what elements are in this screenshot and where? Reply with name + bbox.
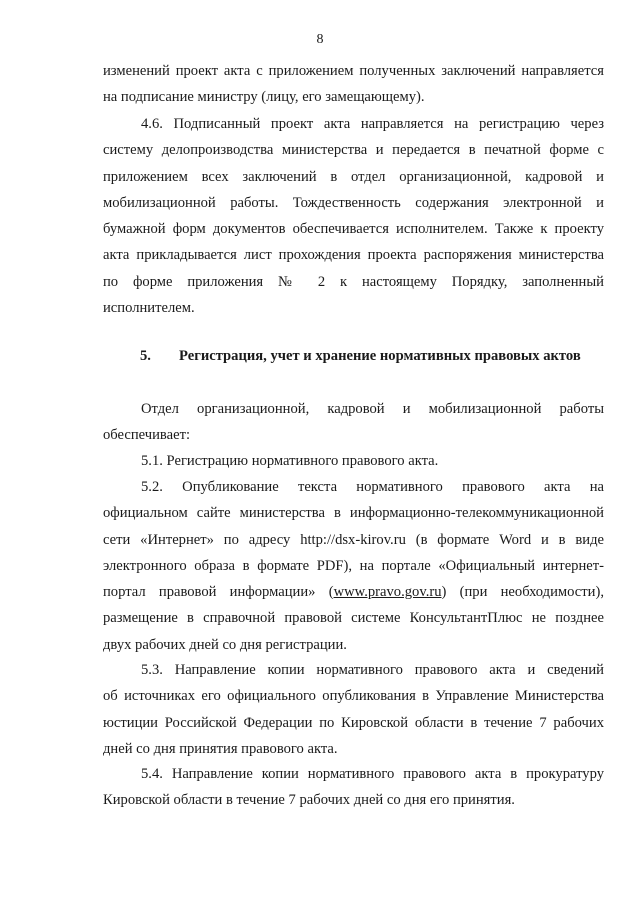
text-line: исполнителем. <box>103 300 195 317</box>
text-line: изменений проект акта с приложением полученных заключений направляется <box>103 63 604 79</box>
section-title: Регистрация, учет и хранение нормативных правовых актов <box>179 348 581 364</box>
text-line: по форме приложения № 2 к настоящему Порядку, заполненный <box>103 273 604 290</box>
paragraph-4-6 <box>103 111 604 321</box>
section-heading <box>140 345 581 367</box>
text-line: на подписание министру (лицу, его замещающему). <box>103 89 425 106</box>
text-line: мобилизационной работы. Тождественность содержания электронной и <box>103 194 604 211</box>
text-line: приложением всех заключений в отдел организационной, кадровой и <box>103 168 604 185</box>
text-line: 5.1. Регистрацию нормативного правового акта. <box>141 453 439 469</box>
text-line: электронного образа в формате PDF), на портале «Официальный интернет- <box>103 557 604 574</box>
text-line: Кировской области в течение 7 рабочих дней со дня его принятия. <box>103 792 515 809</box>
text-line: бумажной форм документов обеспечивается исполнителем. Также к проекту <box>103 221 604 238</box>
section-number: 5. <box>140 348 151 364</box>
paragraph-intro <box>103 396 604 449</box>
text-line: дней со дня принятия правового акта. <box>103 740 338 757</box>
paragraph-5-3 <box>103 657 604 762</box>
page-number: 8 <box>316 32 324 47</box>
text-line: акта прикладывается лист прохождения проекта распоряжения министерства <box>103 247 604 264</box>
text-line: обеспечивает: <box>103 427 191 444</box>
text-line: двух рабочих дней со дня регистрации. <box>103 636 347 653</box>
text-line: размещение в справочной правовой системе КонсультантПлюс не позднее <box>103 610 604 627</box>
text-line: систему делопроизводства министерства и передается в печатной форме с <box>103 142 604 159</box>
text-line: 4.6. Подписанный проект акта направляется на регистрацию через <box>141 116 604 132</box>
text-line: юстиции Российской Федерации по Кировской области в течение 7 рабочих <box>103 714 604 731</box>
text-line: 5.4. Направление копии нормативного правового акта в прокуратуру <box>141 766 604 782</box>
text-line <box>103 579 604 605</box>
pravo-link[interactable]: www.pravo.gov.ru <box>333 584 442 601</box>
text-line: 5.2. Опубликование текста нормативного правового акта на <box>141 479 604 495</box>
text-line: об источниках его официального опубликования в Управление Министерства <box>103 688 604 705</box>
text-line: Отдел организационной, кадровой и мобилизационной работы <box>141 401 604 417</box>
paragraph-5-1 <box>103 448 604 474</box>
text-fragment: портал правовой информации» ( <box>103 584 334 601</box>
text-fragment: ) (при необходимости), <box>441 584 604 601</box>
paragraph-continuation <box>103 58 604 111</box>
paragraph-5-4 <box>103 761 604 814</box>
text-line: 5.3. Направление копии нормативного правового акта и сведений <box>141 662 604 678</box>
paragraph-5-2 <box>103 474 604 658</box>
text-line: официальном сайте министерства в информационно-телекоммуникационной <box>103 505 604 522</box>
text-line: сети «Интернет» по адресу http://dsx-kirov.ru (в формате Word и в виде <box>103 531 604 548</box>
